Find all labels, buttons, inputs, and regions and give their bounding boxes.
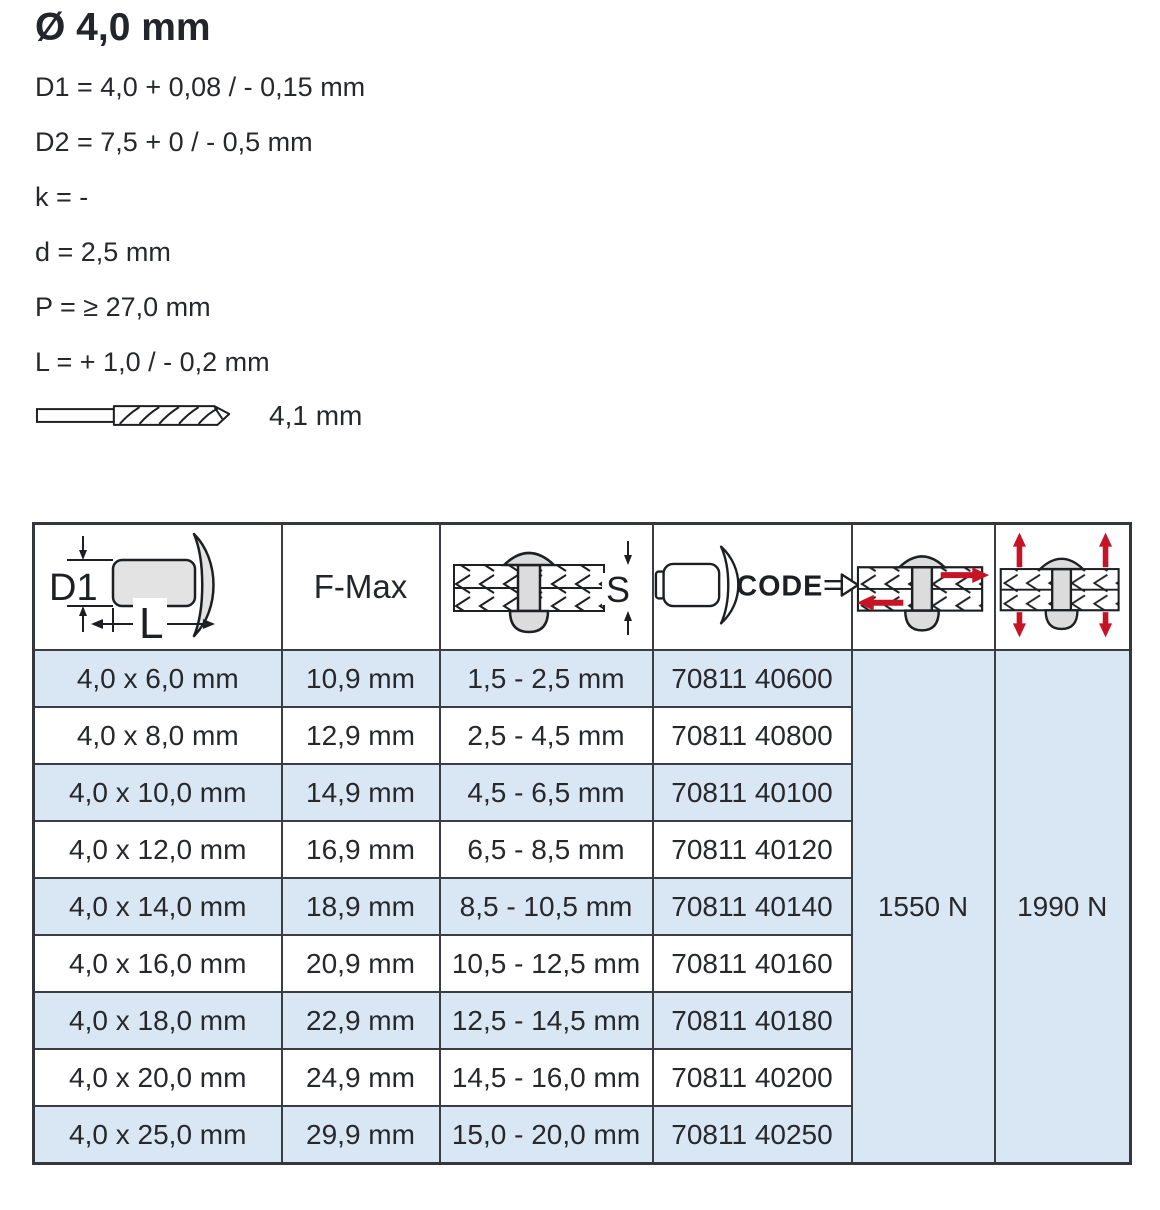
cell-f_max: 12,9 mm: [282, 707, 440, 764]
cell-code: 70811 40800: [653, 707, 852, 764]
drill-size-row: [35, 396, 362, 436]
table-row: [34, 650, 1131, 707]
cell-f_max: 24,9 mm: [282, 1049, 440, 1106]
fmax-label: F-Max: [313, 568, 408, 605]
cell-code: 70811 40200: [653, 1049, 852, 1106]
cell-grip_range: 10,5 - 12,5 mm: [440, 935, 653, 992]
cell-f_max: 20,9 mm: [282, 935, 440, 992]
cell-code: 70811 40250: [653, 1106, 852, 1164]
cell-f_max: 18,9 mm: [282, 878, 440, 935]
rivet-dimensions-icon: [45, 526, 270, 644]
code-label: CODE: [735, 570, 823, 603]
dimension-label-l: L: [139, 598, 164, 644]
cell-grip_range: 6,5 - 8,5 mm: [440, 821, 653, 878]
column-header-fmax: [282, 524, 440, 651]
column-header-shear-strength: [852, 524, 995, 651]
drill-bit-icon: [35, 398, 247, 434]
cell-dimensions: 4,0 x 6,0 mm: [34, 650, 282, 707]
cell-shear-strength: 1550 N: [852, 650, 995, 1164]
cell-f_max: 29,9 mm: [282, 1106, 440, 1164]
spec-line-d2: D2 = 7,5 + 0 / - 0,5 mm: [35, 127, 313, 157]
shear-strength-icon: [854, 529, 992, 641]
spec-line-k: k = -: [35, 182, 89, 212]
cell-grip_range: 4,5 - 6,5 mm: [440, 764, 653, 821]
column-header-code: [653, 524, 852, 651]
cell-f_max: 16,9 mm: [282, 821, 440, 878]
dimension-label-d1: D1: [49, 566, 98, 609]
rivet-code-icon: [654, 541, 860, 629]
cell-dimensions: 4,0 x 14,0 mm: [34, 878, 282, 935]
cell-code: 70811 40140: [653, 878, 852, 935]
cell-dimensions: 4,0 x 12,0 mm: [34, 821, 282, 878]
cell-code: 70811 40120: [653, 821, 852, 878]
cell-grip_range: 14,5 - 16,0 mm: [440, 1049, 653, 1106]
cell-dimensions: 4,0 x 16,0 mm: [34, 935, 282, 992]
spec-line-d: d = 2,5 mm: [35, 237, 171, 267]
grip-label-s: S: [606, 568, 631, 610]
cell-dimensions: 4,0 x 18,0 mm: [34, 992, 282, 1049]
spec-line-d1: D1 = 4,0 + 0,08 / - 0,15 mm: [35, 72, 366, 102]
spec-line-l: L = + 1,0 / - 0,2 mm: [35, 347, 270, 377]
column-header-grip-range: [440, 524, 653, 651]
cell-grip_range: 15,0 - 20,0 mm: [440, 1106, 653, 1164]
cell-dimensions: 4,0 x 8,0 mm: [34, 707, 282, 764]
column-header-tensile-strength: [995, 524, 1131, 651]
cell-code: 70811 40160: [653, 935, 852, 992]
grip-range-icon: [448, 529, 644, 641]
cell-grip_range: 2,5 - 4,5 mm: [440, 707, 653, 764]
page-title: Ø 4,0 mm: [35, 6, 211, 49]
cell-f_max: 10,9 mm: [282, 650, 440, 707]
spec-line-p: P = ≥ 27,0 mm: [35, 292, 211, 322]
cell-grip_range: 8,5 - 10,5 mm: [440, 878, 653, 935]
tensile-strength-icon: [997, 528, 1128, 642]
cell-grip_range: 1,5 - 2,5 mm: [440, 650, 653, 707]
cell-dimensions: 4,0 x 25,0 mm: [34, 1106, 282, 1164]
cell-code: 70811 40100: [653, 764, 852, 821]
table-body: [34, 650, 1131, 1164]
table-header-row: [34, 524, 1131, 651]
cell-f_max: 14,9 mm: [282, 764, 440, 821]
cell-code: 70811 40600: [653, 650, 852, 707]
cell-grip_range: 12,5 - 14,5 mm: [440, 992, 653, 1049]
cell-tensile-strength: 1990 N: [995, 650, 1131, 1164]
cell-dimensions: 4,0 x 10,0 mm: [34, 764, 282, 821]
drill-diameter-label: 4,1 mm: [269, 400, 363, 431]
cell-f_max: 22,9 mm: [282, 992, 440, 1049]
column-header-dimensions: [34, 524, 282, 651]
cell-dimensions: 4,0 x 20,0 mm: [34, 1049, 282, 1106]
rivet-spec-table: [32, 522, 1132, 1165]
cell-code: 70811 40180: [653, 992, 852, 1049]
